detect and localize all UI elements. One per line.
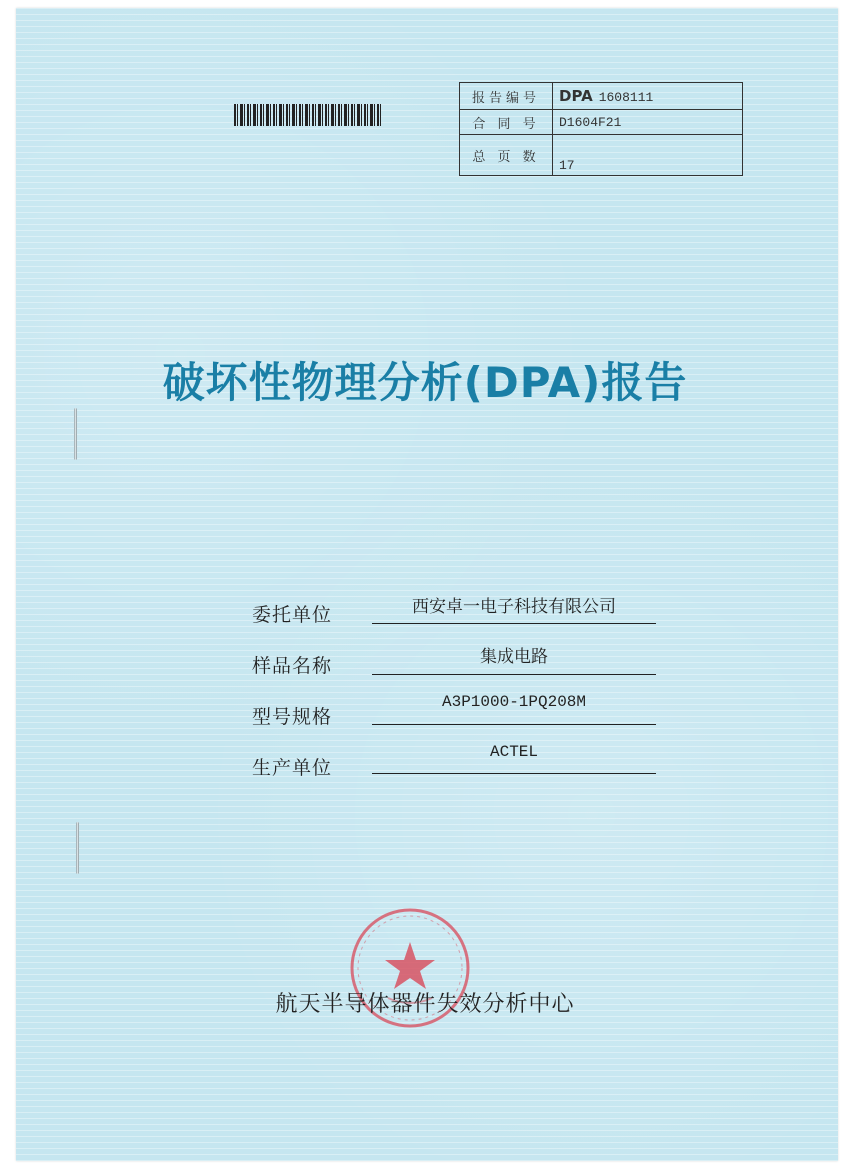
sample-name-underline xyxy=(372,674,656,675)
model-spec-underline xyxy=(372,724,656,725)
total-pages-value: 17 xyxy=(553,135,743,176)
issuing-organization: 航天半导体器件失效分析中心 xyxy=(275,992,575,1017)
report-info-table xyxy=(459,82,743,176)
report-number-digits: 1608111 xyxy=(598,90,654,105)
client-underline xyxy=(372,623,656,624)
manufacturer-value: ACTEL xyxy=(489,743,538,761)
contract-number-row xyxy=(460,110,743,135)
staple xyxy=(74,408,77,460)
report-number-row xyxy=(460,83,743,110)
client-label: 委托单位 xyxy=(252,604,333,626)
sample-name-value: 集成电路 xyxy=(480,647,548,667)
manufacturer-label: 生产单位 xyxy=(252,757,333,779)
barcode xyxy=(234,104,382,126)
client-value: 西安卓一电子科技有限公司 xyxy=(412,597,616,617)
manufacturer-underline xyxy=(372,773,656,774)
model-spec-label: 型号规格 xyxy=(252,706,333,728)
staple xyxy=(76,822,79,874)
sample-name-label: 样品名称 xyxy=(252,655,333,677)
report-number-label: 报告编号 xyxy=(460,83,553,110)
report-number-prefix: DPA xyxy=(559,87,593,105)
contract-number-label: 合 同 号 xyxy=(460,110,553,135)
total-pages-label: 总 页 数 xyxy=(460,135,553,176)
report-title: 破坏性物理分析(DPA)报告 xyxy=(162,358,688,407)
total-pages-row xyxy=(460,135,743,176)
contract-number-value: D1604F21 xyxy=(553,110,743,135)
model-spec-value: A3P1000-1PQ208M xyxy=(441,693,587,711)
seal-star-icon xyxy=(385,942,435,989)
report-number-value xyxy=(553,83,743,110)
